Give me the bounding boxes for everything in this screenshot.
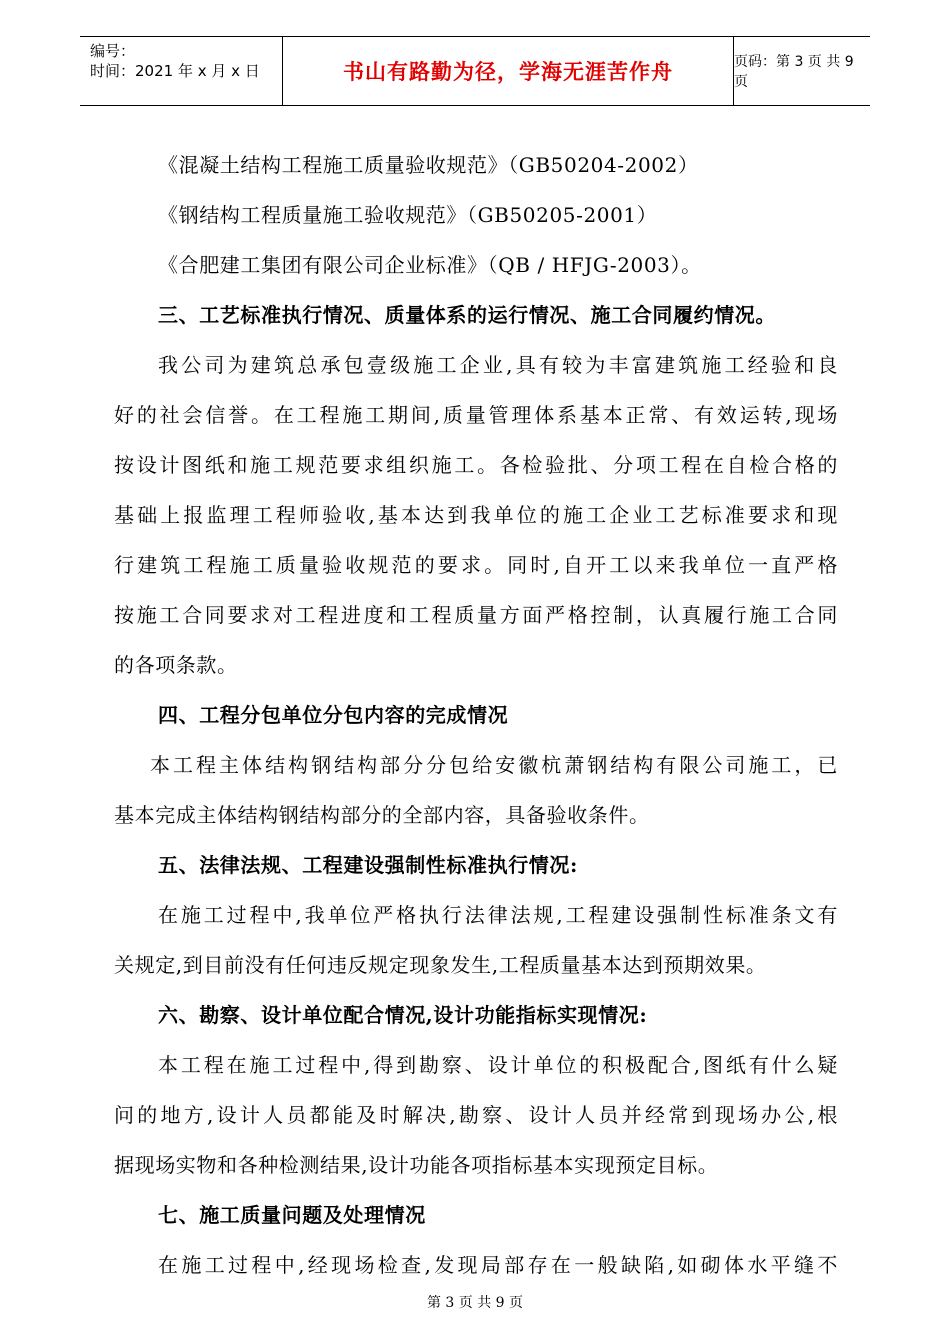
- paragraph-line: 在施工过程中,我单位严格执行法律法规,工程建设强制性标准条文有: [158, 903, 838, 927]
- paragraph-line: 本工程主体结构钢结构部分分包给安徽杭萧钢结构有限公司施工，已: [150, 753, 838, 777]
- paragraph-line: 本工程在施工过程中,得到勘察、设计单位的积极配合,图纸有什么疑: [158, 1053, 838, 1077]
- paragraph-line: 关规定,到目前没有任何违反规定现象发生,工程质量基本达到预期效果。: [114, 953, 767, 977]
- paragraph-line: 行建筑工程施工质量验收规范的要求。同时,自开工以来我单位一直严格: [114, 553, 838, 577]
- section-heading: 四、工程分包单位分包内容的完成情况: [158, 703, 509, 727]
- reference-line: 《钢结构工程质量施工验收规范》（GB50205-2001）: [158, 203, 658, 227]
- page-footer: 第 3 页 共 9 页: [426, 1295, 524, 1311]
- paragraph-line: 据现场实物和各种检测结果,设计功能各项指标基本实现预定目标。: [114, 1153, 719, 1177]
- paragraph-line: 问的地方,设计人员都能及时解决,勘察、设计人员并经常到现场办公,根: [114, 1103, 838, 1127]
- paragraph-line: 基本完成主体结构钢结构部分的全部内容，具备验收条件。: [114, 803, 650, 827]
- paragraph-line: 在施工过程中,经现场检查,发现局部存在一般缺陷,如砌体水平缝不: [158, 1253, 838, 1277]
- header-meta: [80, 37, 282, 105]
- section-heading: 五、法律法规、工程建设强制性标准执行情况:: [158, 853, 578, 877]
- paragraph-line: 按施工合同要求对工程进度和工程质量方面严格控制，认真履行施工合同: [114, 603, 838, 627]
- section-heading: 七、施工质量问题及处理情况: [158, 1203, 426, 1227]
- header-motto: 书山有路勤为径，学海无涯苦作舟: [282, 37, 734, 105]
- paragraph-line: 基础上报监理工程师验收,基本达到我单位的施工企业工艺标准要求和现: [114, 503, 838, 527]
- document-number-label: 编号：: [90, 42, 136, 60]
- reference-line: 《合肥建工集团有限公司企业标准》（QB / HFJG-2003）。: [158, 253, 702, 277]
- document-date: 时间：2021 年 x 月 x 日: [90, 62, 260, 80]
- page-header: [80, 36, 870, 106]
- paragraph-line: 的各项条款。: [114, 653, 238, 677]
- paragraph-line: 按设计图纸和施工规范要求组织施工。各检验批、分项工程在自检合格的: [114, 453, 838, 477]
- section-heading: 三、工艺标准执行情况、质量体系的运行情况、施工合同履约情况。: [158, 303, 776, 327]
- header-page-info: 页码：第 3 页 共 9 页: [734, 54, 854, 90]
- document-body: [114, 140, 838, 1290]
- reference-line: 《混凝土结构工程施工质量验收规范》（GB50204-2002）: [158, 153, 699, 177]
- section-heading: 六、勘察、设计单位配合情况,设计功能指标实现情况:: [158, 1003, 648, 1027]
- paragraph-line: 我公司为建筑总承包壹级施工企业,具有较为丰富建筑施工经验和良: [158, 353, 838, 377]
- paragraph-line: 好的社会信誉。在工程施工期间,质量管理体系基本正常、有效运转,现场: [114, 403, 838, 427]
